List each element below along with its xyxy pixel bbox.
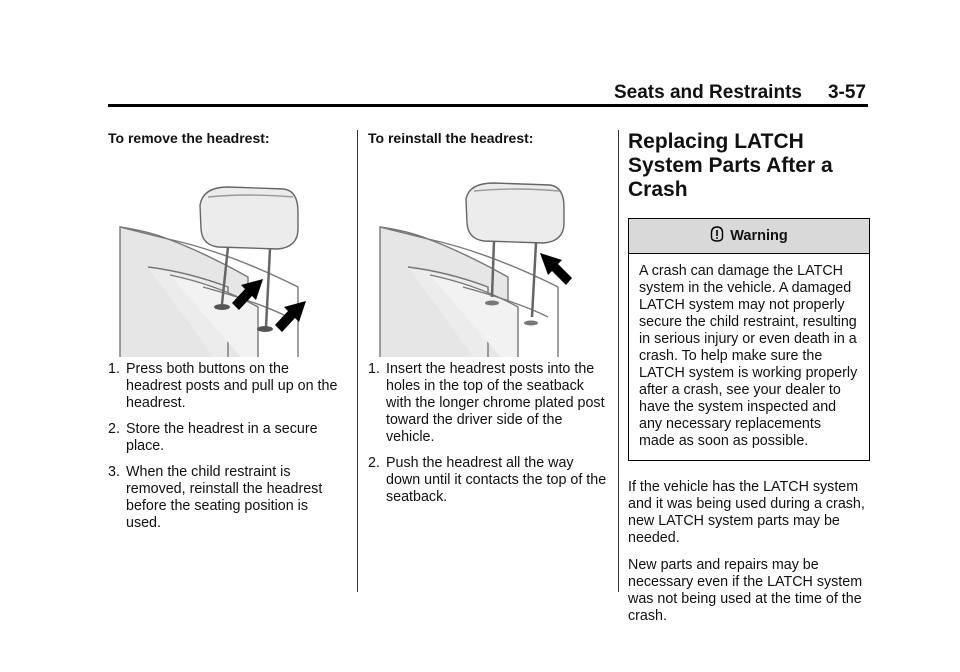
headrest-reinstall-illustration — [368, 157, 610, 357]
column-latch-replacement — [628, 130, 870, 635]
paragraph: If the vehicle has the LATCH system and it was being used during a crash, new LATCH system parts may be needed. — [628, 479, 865, 546]
section-title: Seats and Restraints — [614, 82, 802, 103]
warning-box — [628, 218, 870, 461]
warning-header — [629, 219, 869, 254]
remove-steps — [108, 361, 340, 532]
list-item: 1. Press both buttons on the headrest posts and pull up on the headrest. — [108, 361, 338, 411]
list-item: 3. When the child restraint is removed, reinstall the headrest before the seating position is used. — [108, 464, 323, 531]
headrest-removal-illustration — [108, 157, 340, 357]
list-item: 2. Store the headrest in a secure place. — [108, 421, 318, 454]
warning-label: Warning — [730, 227, 788, 244]
column-divider — [357, 130, 358, 592]
list-item: 1. Insert the headrest posts into the holes in the top of the seatback with the longer chrome plated post toward the driver side of the vehicle. — [368, 361, 605, 445]
header-rule — [108, 104, 868, 107]
column-reinstall-headrest — [368, 130, 610, 515]
list-item: 2. Push the headrest all the way down until it contacts the top of the seatback. — [368, 455, 607, 505]
page-header — [108, 82, 866, 104]
latch-section-title: Replacing LATCH System Parts After a Crash — [628, 130, 833, 201]
column-divider — [618, 130, 619, 592]
page-number: 3-57 — [827, 82, 866, 103]
warning-triangle-icon — [710, 226, 724, 247]
warning-text: A crash can damage the LATCH system in the vehicle. A damaged LATCH system may not properly secure the child restraint, resulting in serious injury or even death in a crash. To help make sure the LATCH system is working properly after a crash, see your dealer to have the system inspected and any necessary replacements made as soon as possible. — [639, 263, 858, 449]
paragraph: New parts and repairs may be necessary even if the LATCH system was not being used at the time of the crash. — [628, 557, 863, 624]
reinstall-steps — [368, 361, 610, 506]
column-remove-headrest — [108, 130, 340, 541]
reinstall-heading: To reinstall the headrest: — [368, 130, 534, 146]
remove-heading: To remove the headrest: — [108, 130, 270, 146]
